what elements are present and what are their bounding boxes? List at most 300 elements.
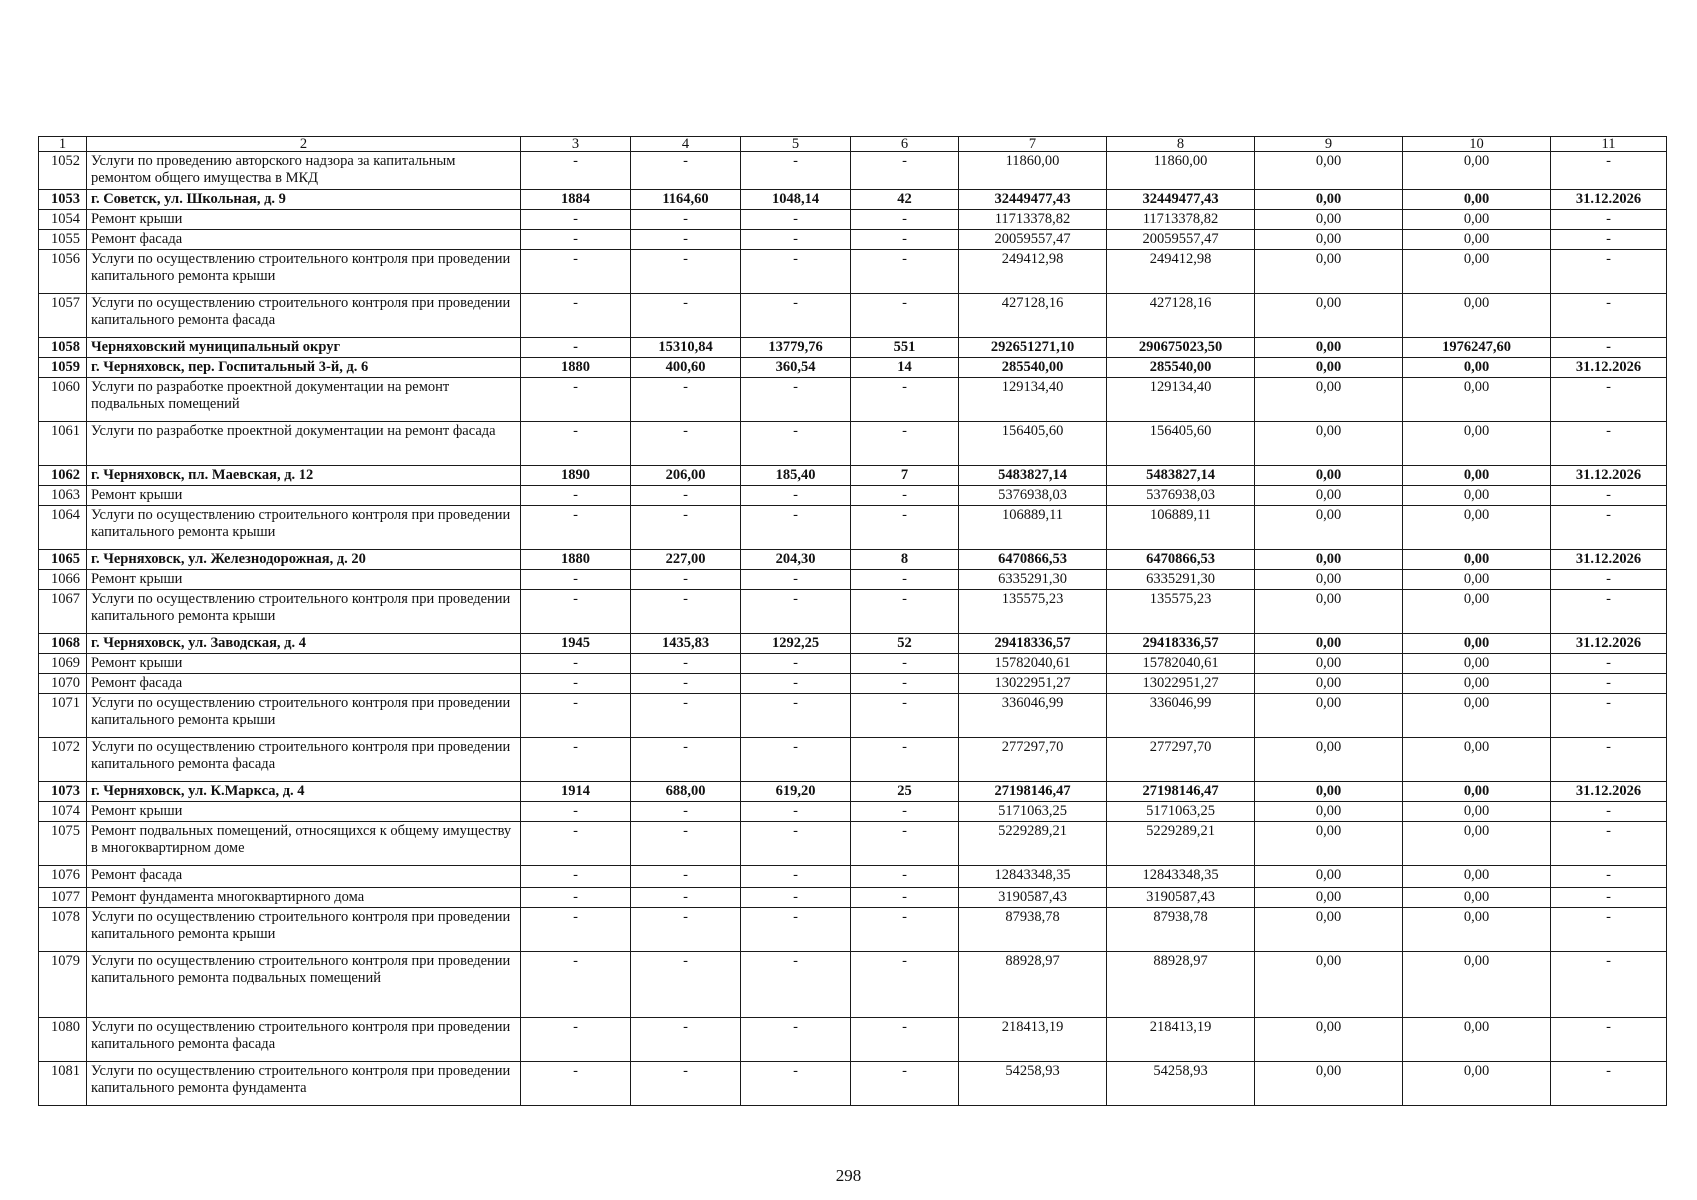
fund-cost-cell: 11860,00	[1107, 152, 1255, 190]
total-area-cell: -	[631, 210, 741, 230]
deadline-cell: 31.12.2026	[1551, 550, 1667, 570]
column-number-header	[39, 137, 1667, 152]
total-area-cell: -	[631, 152, 741, 190]
other-cost-cell: 0,00	[1403, 694, 1551, 738]
table-row	[39, 782, 1667, 802]
other-cost-cell: 0,00	[1403, 866, 1551, 888]
row-number-cell: 1067	[39, 590, 87, 634]
table-row	[39, 338, 1667, 358]
living-area-cell: 1292,25	[741, 634, 851, 654]
deadline-cell: -	[1551, 152, 1667, 190]
year-cell: -	[521, 152, 631, 190]
year-cell: -	[521, 210, 631, 230]
row-number-cell: 1080	[39, 1018, 87, 1062]
deadline-cell: -	[1551, 250, 1667, 294]
living-area-cell: -	[741, 952, 851, 1018]
residents-cell: -	[851, 570, 959, 590]
fund-cost-cell: 5229289,21	[1107, 822, 1255, 866]
table-row	[39, 694, 1667, 738]
row-number-cell: 1073	[39, 782, 87, 802]
other-cost-cell: 0,00	[1403, 230, 1551, 250]
fund-cost-cell: 12843348,35	[1107, 866, 1255, 888]
other-cost-cell: 0,00	[1403, 590, 1551, 634]
table-row	[39, 152, 1667, 190]
deadline-cell: 31.12.2026	[1551, 466, 1667, 486]
table-row	[39, 654, 1667, 674]
total-cost-cell: 87938,78	[959, 908, 1107, 952]
deadline-cell: -	[1551, 378, 1667, 422]
row-number-cell: 1078	[39, 908, 87, 952]
residents-cell: -	[851, 230, 959, 250]
total-cost-cell: 106889,11	[959, 506, 1107, 550]
budget-cost-cell: 0,00	[1255, 210, 1403, 230]
table-row	[39, 506, 1667, 550]
budget-cost-cell: 0,00	[1255, 866, 1403, 888]
deadline-cell: -	[1551, 802, 1667, 822]
total-area-cell: -	[631, 486, 741, 506]
total-cost-cell: 285540,00	[959, 358, 1107, 378]
other-cost-cell: 0,00	[1403, 550, 1551, 570]
table-row	[39, 952, 1667, 1018]
fund-cost-cell: 427128,16	[1107, 294, 1255, 338]
year-cell: -	[521, 738, 631, 782]
row-number-cell: 1066	[39, 570, 87, 590]
total-area-cell: 1164,60	[631, 190, 741, 210]
living-area-cell: -	[741, 802, 851, 822]
description-cell: Ремонт крыши	[87, 570, 521, 590]
year-cell: -	[521, 338, 631, 358]
year-cell: -	[521, 590, 631, 634]
budget-cost-cell: 0,00	[1255, 570, 1403, 590]
header-cell: 1	[39, 137, 87, 152]
total-cost-cell: 5229289,21	[959, 822, 1107, 866]
fund-cost-cell: 218413,19	[1107, 1018, 1255, 1062]
living-area-cell: -	[741, 888, 851, 908]
fund-cost-cell: 29418336,57	[1107, 634, 1255, 654]
year-cell: -	[521, 1018, 631, 1062]
living-area-cell: -	[741, 210, 851, 230]
row-number-cell: 1075	[39, 822, 87, 866]
living-area-cell: -	[741, 822, 851, 866]
description-cell: г. Черняховск, пер. Госпитальный 3-й, д. 6	[87, 358, 521, 378]
description-cell: Ремонт крыши	[87, 486, 521, 506]
description-cell: Услуги по разработке проектной документации на ремонт фасада	[87, 422, 521, 466]
fund-cost-cell: 277297,70	[1107, 738, 1255, 782]
year-cell: -	[521, 570, 631, 590]
budget-cost-cell: 0,00	[1255, 654, 1403, 674]
budget-cost-cell: 0,00	[1255, 888, 1403, 908]
header-cell: 10	[1403, 137, 1551, 152]
row-number-cell: 1053	[39, 190, 87, 210]
year-cell: 1914	[521, 782, 631, 802]
total-cost-cell: 6470866,53	[959, 550, 1107, 570]
table-row	[39, 550, 1667, 570]
deadline-cell: -	[1551, 674, 1667, 694]
fund-cost-cell: 54258,93	[1107, 1062, 1255, 1106]
description-cell: Услуги по осуществлению строительного контроля при проведении капитального ремонта фасада	[87, 294, 521, 338]
row-number-cell: 1052	[39, 152, 87, 190]
fund-cost-cell: 290675023,50	[1107, 338, 1255, 358]
budget-cost-cell: 0,00	[1255, 486, 1403, 506]
total-area-cell: -	[631, 590, 741, 634]
row-number-cell: 1064	[39, 506, 87, 550]
other-cost-cell: 0,00	[1403, 358, 1551, 378]
total-area-cell: -	[631, 952, 741, 1018]
total-area-cell: -	[631, 1018, 741, 1062]
living-area-cell: 1048,14	[741, 190, 851, 210]
total-cost-cell: 5483827,14	[959, 466, 1107, 486]
row-number-cell: 1074	[39, 802, 87, 822]
other-cost-cell: 0,00	[1403, 1062, 1551, 1106]
residents-cell: -	[851, 802, 959, 822]
residents-cell: 25	[851, 782, 959, 802]
total-cost-cell: 29418336,57	[959, 634, 1107, 654]
living-area-cell: -	[741, 738, 851, 782]
budget-cost-cell: 0,00	[1255, 550, 1403, 570]
residents-cell: -	[851, 952, 959, 1018]
other-cost-cell: 0,00	[1403, 738, 1551, 782]
row-number-cell: 1055	[39, 230, 87, 250]
fund-cost-cell: 135575,23	[1107, 590, 1255, 634]
residents-cell: -	[851, 590, 959, 634]
fund-cost-cell: 129134,40	[1107, 378, 1255, 422]
total-area-cell: -	[631, 570, 741, 590]
deadline-cell: -	[1551, 230, 1667, 250]
budget-cost-cell: 0,00	[1255, 694, 1403, 738]
year-cell: -	[521, 422, 631, 466]
description-cell: Услуги по осуществлению строительного контроля при проведении капитального ремонта крыши	[87, 908, 521, 952]
budget-cost-cell: 0,00	[1255, 802, 1403, 822]
table-row	[39, 866, 1667, 888]
total-cost-cell: 5171063,25	[959, 802, 1107, 822]
header-cell: 9	[1255, 137, 1403, 152]
living-area-cell: -	[741, 486, 851, 506]
row-number-cell: 1069	[39, 654, 87, 674]
description-cell: Услуги по осуществлению строительного контроля при проведении капитального ремонта фасада	[87, 738, 521, 782]
row-number-cell: 1072	[39, 738, 87, 782]
budget-cost-cell: 0,00	[1255, 822, 1403, 866]
description-cell: Услуги по осуществлению строительного контроля при проведении капитального ремонта крыши	[87, 506, 521, 550]
other-cost-cell: 0,00	[1403, 506, 1551, 550]
total-area-cell: -	[631, 888, 741, 908]
total-cost-cell: 6335291,30	[959, 570, 1107, 590]
fund-cost-cell: 20059557,47	[1107, 230, 1255, 250]
budget-cost-cell: 0,00	[1255, 782, 1403, 802]
year-cell: -	[521, 230, 631, 250]
total-cost-cell: 427128,16	[959, 294, 1107, 338]
other-cost-cell: 0,00	[1403, 570, 1551, 590]
other-cost-cell: 0,00	[1403, 782, 1551, 802]
living-area-cell: -	[741, 378, 851, 422]
description-cell: Ремонт фасада	[87, 674, 521, 694]
description-cell: г. Черняховск, ул. Железнодорожная, д. 20	[87, 550, 521, 570]
living-area-cell: -	[741, 1018, 851, 1062]
fund-cost-cell: 13022951,27	[1107, 674, 1255, 694]
other-cost-cell: 0,00	[1403, 1018, 1551, 1062]
deadline-cell: -	[1551, 952, 1667, 1018]
total-cost-cell: 20059557,47	[959, 230, 1107, 250]
row-number-cell: 1063	[39, 486, 87, 506]
year-cell: -	[521, 908, 631, 952]
description-cell: г. Черняховск, ул. К.Маркса, д. 4	[87, 782, 521, 802]
total-area-cell: -	[631, 294, 741, 338]
table-row	[39, 590, 1667, 634]
description-cell: Ремонт фасада	[87, 866, 521, 888]
fund-cost-cell: 11713378,82	[1107, 210, 1255, 230]
budget-cost-cell: 0,00	[1255, 250, 1403, 294]
other-cost-cell: 0,00	[1403, 952, 1551, 1018]
residents-cell: 551	[851, 338, 959, 358]
header-cell: 7	[959, 137, 1107, 152]
deadline-cell: -	[1551, 570, 1667, 590]
living-area-cell: -	[741, 694, 851, 738]
total-area-cell: -	[631, 866, 741, 888]
table-row	[39, 822, 1667, 866]
other-cost-cell: 0,00	[1403, 210, 1551, 230]
table-row	[39, 634, 1667, 654]
row-number-cell: 1061	[39, 422, 87, 466]
header-cell: 2	[87, 137, 521, 152]
row-number-cell: 1065	[39, 550, 87, 570]
fund-cost-cell: 249412,98	[1107, 250, 1255, 294]
deadline-cell: 31.12.2026	[1551, 634, 1667, 654]
year-cell: -	[521, 802, 631, 822]
living-area-cell: -	[741, 654, 851, 674]
deadline-cell: -	[1551, 486, 1667, 506]
other-cost-cell: 0,00	[1403, 190, 1551, 210]
table-row	[39, 378, 1667, 422]
description-cell: Ремонт крыши	[87, 802, 521, 822]
fund-cost-cell: 15782040,61	[1107, 654, 1255, 674]
row-number-cell: 1057	[39, 294, 87, 338]
document-table	[38, 136, 1667, 1106]
living-area-cell: -	[741, 674, 851, 694]
budget-cost-cell: 0,00	[1255, 466, 1403, 486]
description-cell: г. Черняховск, пл. Маевская, д. 12	[87, 466, 521, 486]
residents-cell: -	[851, 738, 959, 782]
total-area-cell: -	[631, 230, 741, 250]
year-cell: 1880	[521, 358, 631, 378]
row-number-cell: 1059	[39, 358, 87, 378]
row-number-cell: 1068	[39, 634, 87, 654]
year-cell: 1945	[521, 634, 631, 654]
total-cost-cell: 11860,00	[959, 152, 1107, 190]
residents-cell: 14	[851, 358, 959, 378]
table-row	[39, 1018, 1667, 1062]
other-cost-cell: 1976247,60	[1403, 338, 1551, 358]
row-number-cell: 1079	[39, 952, 87, 1018]
deadline-cell: -	[1551, 1062, 1667, 1106]
table-row	[39, 190, 1667, 210]
residents-cell: -	[851, 250, 959, 294]
residents-cell: -	[851, 888, 959, 908]
living-area-cell: 360,54	[741, 358, 851, 378]
description-cell: Услуги по осуществлению строительного контроля при проведении капитального ремонта фундамента	[87, 1062, 521, 1106]
budget-cost-cell: 0,00	[1255, 190, 1403, 210]
table-row	[39, 570, 1667, 590]
total-area-cell: 206,00	[631, 466, 741, 486]
total-area-cell: -	[631, 1062, 741, 1106]
fund-cost-cell: 27198146,47	[1107, 782, 1255, 802]
description-cell: Черняховский муниципальный округ	[87, 338, 521, 358]
living-area-cell: 204,30	[741, 550, 851, 570]
year-cell: -	[521, 952, 631, 1018]
page-number: 298	[835, 1166, 862, 1185]
other-cost-cell: 0,00	[1403, 674, 1551, 694]
living-area-cell: 185,40	[741, 466, 851, 486]
total-cost-cell: 11713378,82	[959, 210, 1107, 230]
fund-cost-cell: 32449477,43	[1107, 190, 1255, 210]
fund-cost-cell: 156405,60	[1107, 422, 1255, 466]
row-number-cell: 1056	[39, 250, 87, 294]
table-row	[39, 294, 1667, 338]
living-area-cell: -	[741, 152, 851, 190]
residents-cell: 52	[851, 634, 959, 654]
year-cell: -	[521, 822, 631, 866]
total-area-cell: 227,00	[631, 550, 741, 570]
living-area-cell: -	[741, 230, 851, 250]
fund-cost-cell: 5483827,14	[1107, 466, 1255, 486]
residents-cell: 7	[851, 466, 959, 486]
deadline-cell: 31.12.2026	[1551, 782, 1667, 802]
total-area-cell: -	[631, 674, 741, 694]
table-row	[39, 486, 1667, 506]
total-cost-cell: 27198146,47	[959, 782, 1107, 802]
description-cell: г. Советск, ул. Школьная, д. 9	[87, 190, 521, 210]
residents-cell: -	[851, 1062, 959, 1106]
table-row	[39, 358, 1667, 378]
total-cost-cell: 336046,99	[959, 694, 1107, 738]
total-cost-cell: 13022951,27	[959, 674, 1107, 694]
description-cell: Ремонт крыши	[87, 654, 521, 674]
year-cell: -	[521, 1062, 631, 1106]
table-row	[39, 888, 1667, 908]
deadline-cell: -	[1551, 590, 1667, 634]
table-row	[39, 210, 1667, 230]
description-cell: Ремонт крыши	[87, 210, 521, 230]
budget-cost-cell: 0,00	[1255, 338, 1403, 358]
deadline-cell: -	[1551, 822, 1667, 866]
total-cost-cell: 5376938,03	[959, 486, 1107, 506]
living-area-cell: 619,20	[741, 782, 851, 802]
total-area-cell: -	[631, 822, 741, 866]
budget-cost-cell: 0,00	[1255, 506, 1403, 550]
total-area-cell: 1435,83	[631, 634, 741, 654]
budget-cost-cell: 0,00	[1255, 738, 1403, 782]
other-cost-cell: 0,00	[1403, 378, 1551, 422]
total-cost-cell: 32449477,43	[959, 190, 1107, 210]
table-row	[39, 674, 1667, 694]
deadline-cell: -	[1551, 422, 1667, 466]
total-cost-cell: 277297,70	[959, 738, 1107, 782]
year-cell: -	[521, 486, 631, 506]
deadline-cell: -	[1551, 654, 1667, 674]
table-body	[39, 137, 1667, 1106]
living-area-cell: -	[741, 908, 851, 952]
total-cost-cell: 292651271,10	[959, 338, 1107, 358]
residents-cell: -	[851, 378, 959, 422]
total-cost-cell: 249412,98	[959, 250, 1107, 294]
year-cell: -	[521, 506, 631, 550]
fund-cost-cell: 6470866,53	[1107, 550, 1255, 570]
fund-cost-cell: 6335291,30	[1107, 570, 1255, 590]
table-row	[39, 250, 1667, 294]
total-cost-cell: 3190587,43	[959, 888, 1107, 908]
fund-cost-cell: 106889,11	[1107, 506, 1255, 550]
fund-cost-cell: 88928,97	[1107, 952, 1255, 1018]
total-cost-cell: 12843348,35	[959, 866, 1107, 888]
budget-cost-cell: 0,00	[1255, 634, 1403, 654]
deadline-cell: -	[1551, 1018, 1667, 1062]
description-cell: Ремонт фасада	[87, 230, 521, 250]
fund-cost-cell: 3190587,43	[1107, 888, 1255, 908]
budget-cost-cell: 0,00	[1255, 674, 1403, 694]
living-area-cell: -	[741, 294, 851, 338]
table-row	[39, 908, 1667, 952]
total-area-cell: -	[631, 422, 741, 466]
deadline-cell: 31.12.2026	[1551, 358, 1667, 378]
deadline-cell: -	[1551, 210, 1667, 230]
budget-cost-cell: 0,00	[1255, 590, 1403, 634]
header-cell: 5	[741, 137, 851, 152]
total-cost-cell: 15782040,61	[959, 654, 1107, 674]
deadline-cell: -	[1551, 866, 1667, 888]
residents-cell: -	[851, 152, 959, 190]
budget-cost-cell: 0,00	[1255, 294, 1403, 338]
row-number-cell: 1058	[39, 338, 87, 358]
residents-cell: -	[851, 506, 959, 550]
total-cost-cell: 54258,93	[959, 1062, 1107, 1106]
description-cell: Ремонт фундамента многоквартирного дома	[87, 888, 521, 908]
header-cell: 8	[1107, 137, 1255, 152]
residents-cell: -	[851, 908, 959, 952]
budget-cost-cell: 0,00	[1255, 952, 1403, 1018]
residents-cell: -	[851, 1018, 959, 1062]
table-row	[39, 466, 1667, 486]
deadline-cell: -	[1551, 888, 1667, 908]
total-area-cell: -	[631, 802, 741, 822]
deadline-cell: -	[1551, 738, 1667, 782]
fund-cost-cell: 5171063,25	[1107, 802, 1255, 822]
row-number-cell: 1077	[39, 888, 87, 908]
deadline-cell: -	[1551, 338, 1667, 358]
other-cost-cell: 0,00	[1403, 888, 1551, 908]
description-cell: Ремонт подвальных помещений, относящихся к общему имуществу в многоквартирном доме	[87, 822, 521, 866]
table-row	[39, 422, 1667, 466]
deadline-cell: -	[1551, 506, 1667, 550]
total-area-cell: -	[631, 908, 741, 952]
total-cost-cell: 156405,60	[959, 422, 1107, 466]
living-area-cell: -	[741, 590, 851, 634]
total-cost-cell: 218413,19	[959, 1018, 1107, 1062]
year-cell: 1890	[521, 466, 631, 486]
residents-cell: -	[851, 654, 959, 674]
residents-cell: -	[851, 210, 959, 230]
deadline-cell: -	[1551, 694, 1667, 738]
row-number-cell: 1076	[39, 866, 87, 888]
living-area-cell: -	[741, 866, 851, 888]
deadline-cell: 31.12.2026	[1551, 190, 1667, 210]
other-cost-cell: 0,00	[1403, 634, 1551, 654]
residents-cell: -	[851, 866, 959, 888]
total-area-cell: -	[631, 250, 741, 294]
total-area-cell: -	[631, 654, 741, 674]
year-cell: -	[521, 378, 631, 422]
living-area-cell: -	[741, 250, 851, 294]
total-area-cell: -	[631, 694, 741, 738]
living-area-cell: -	[741, 1062, 851, 1106]
total-area-cell: 400,60	[631, 358, 741, 378]
